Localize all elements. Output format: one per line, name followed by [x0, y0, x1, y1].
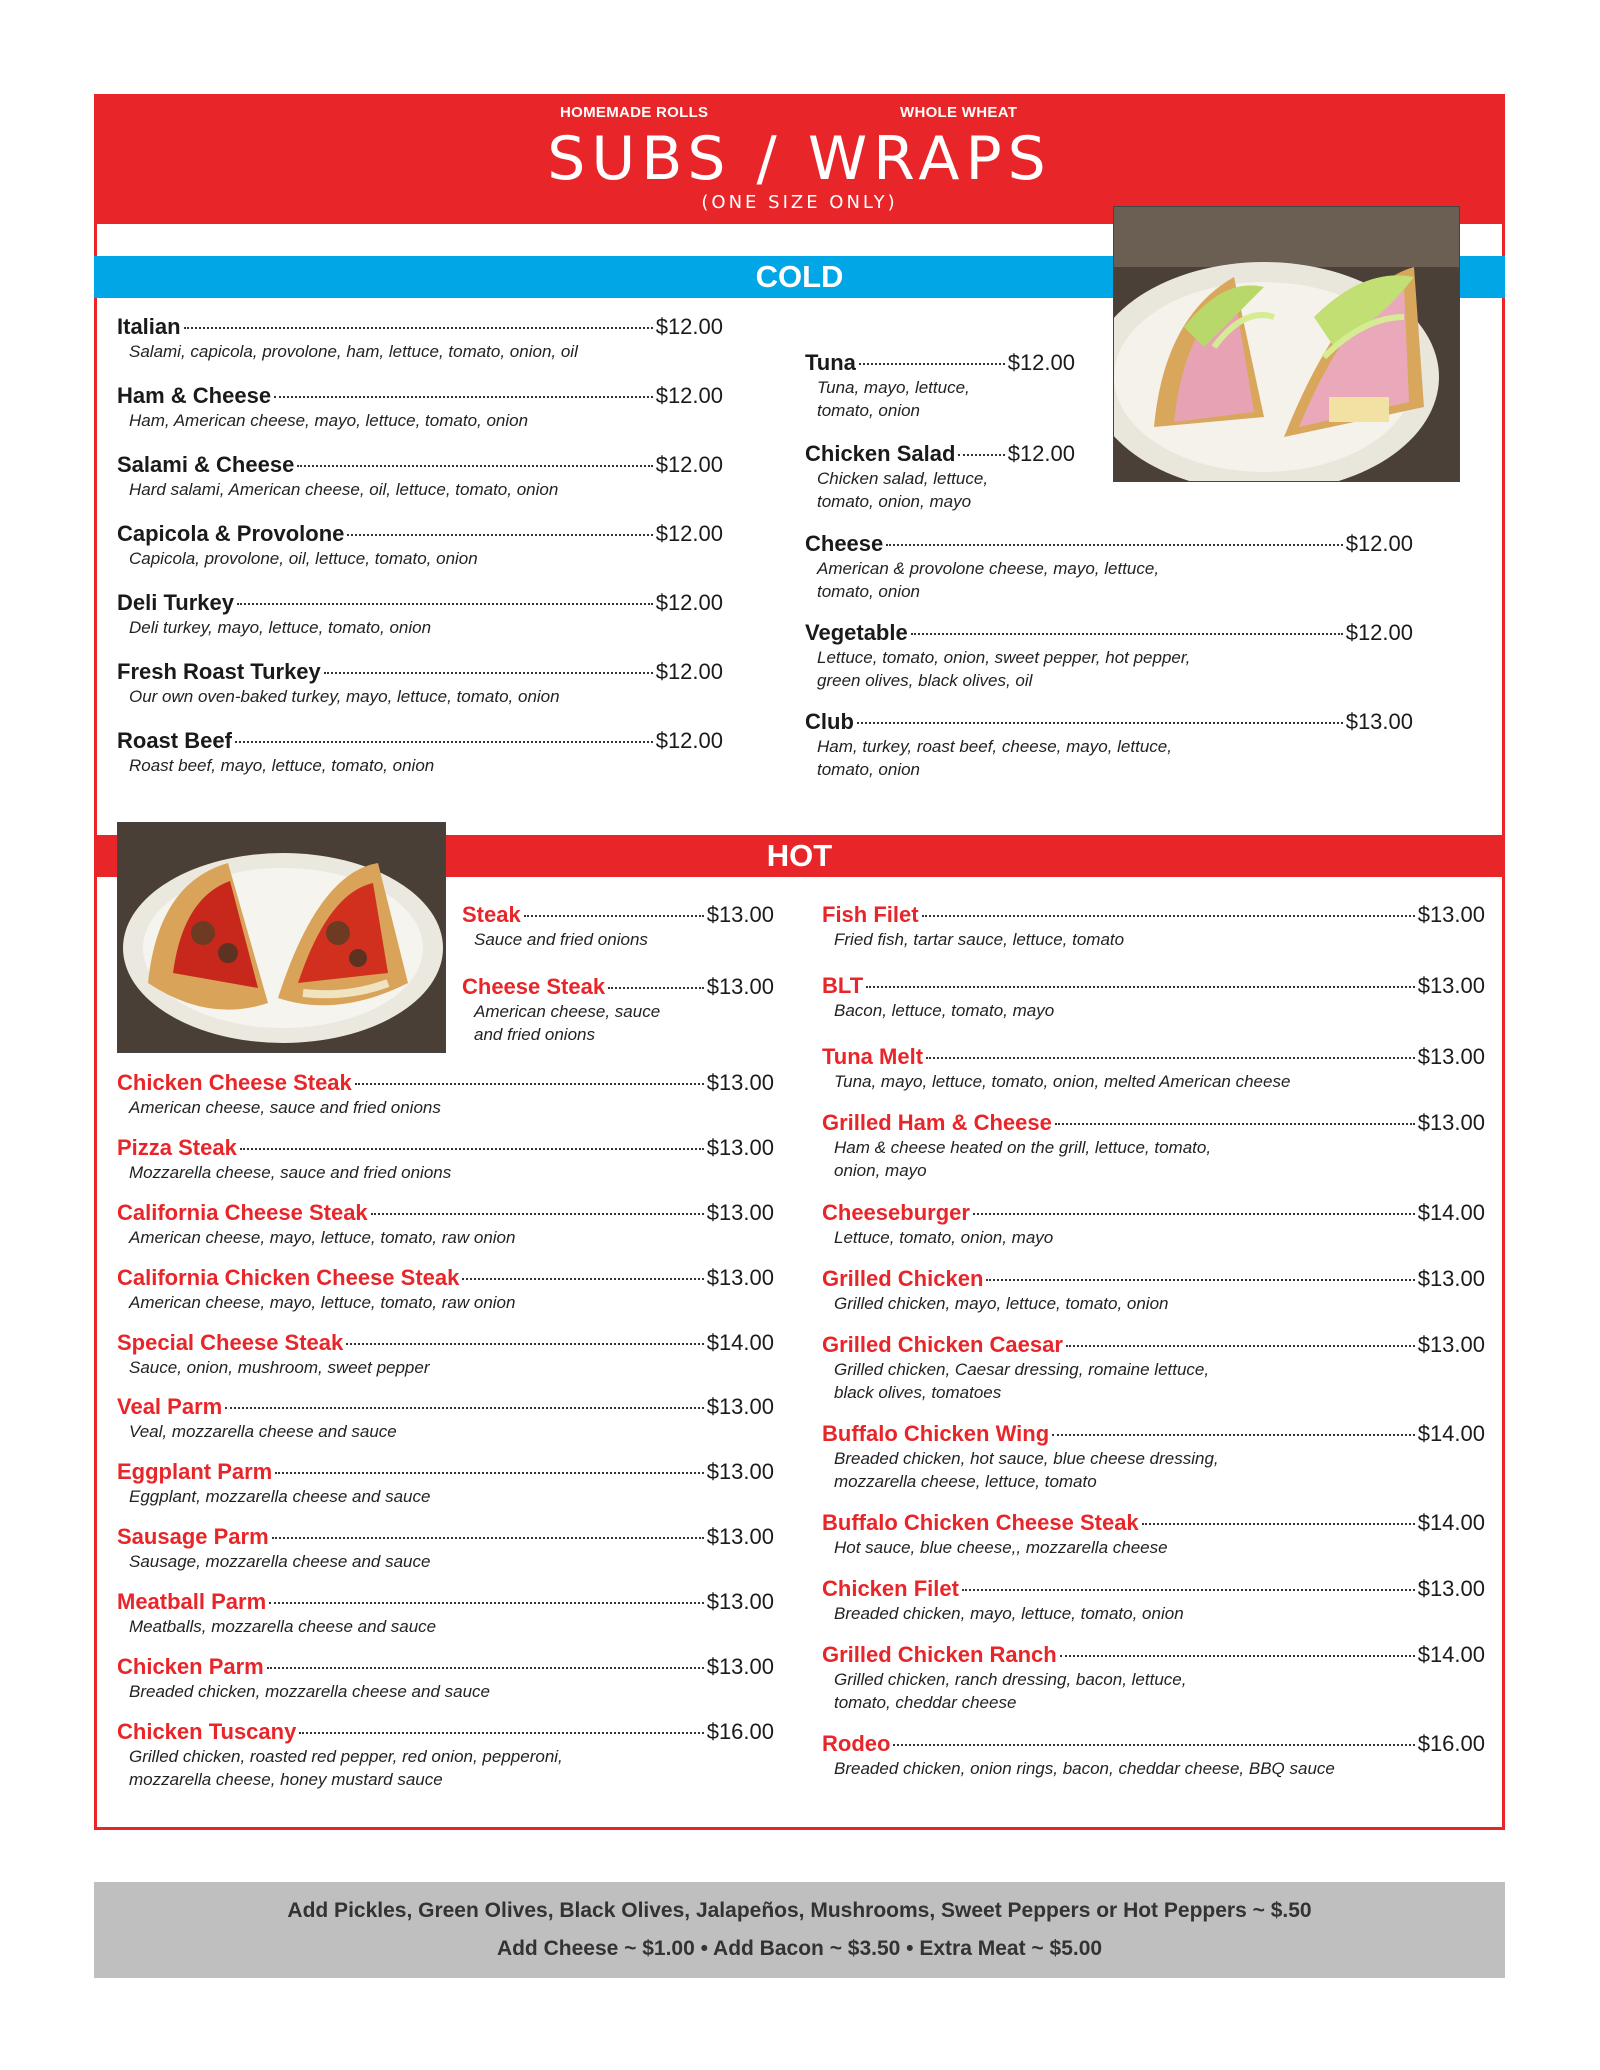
- menu-item-vegetable: [805, 620, 1413, 692]
- leader-dots: [297, 465, 652, 467]
- item-name: Cheese Steak: [462, 974, 606, 999]
- menu-item-row: [822, 1731, 1485, 1757]
- item-price: $13.00: [706, 974, 774, 999]
- menu-item-capicola-and-provolone: [117, 521, 723, 570]
- item-description: tomato, onion, mayo: [817, 492, 972, 511]
- cold-sub-photo: [1113, 206, 1460, 482]
- item-description: mozzarella cheese, lettuce, tomato: [834, 1472, 1097, 1491]
- leader-dots: [1142, 1523, 1415, 1525]
- menu-item-meatball-parm: [117, 1589, 774, 1638]
- menu-item-row: [117, 314, 723, 340]
- item-description: American cheese, sauce and fried onions: [129, 1098, 441, 1117]
- item-description: Our own oven-baked turkey, mayo, lettuce, tomato, onion: [129, 687, 560, 706]
- item-description: American cheese, mayo, lettuce, tomato, raw onion: [129, 1228, 516, 1247]
- menu-item-deli-turkey: [117, 590, 723, 639]
- item-price: $13.00: [706, 1459, 774, 1484]
- item-price: $13.00: [1417, 902, 1485, 927]
- item-price: $13.00: [706, 1200, 774, 1225]
- item-description: Grilled chicken, mayo, lettuce, tomato, onion: [834, 1294, 1169, 1313]
- menu-item-row: [805, 620, 1413, 646]
- menu-item-row: [822, 1044, 1485, 1070]
- item-description: Lettuce, tomato, onion, sweet pepper, hot pepper,: [817, 648, 1191, 667]
- item-description: Ham & cheese heated on the grill, lettuce, tomato,: [834, 1138, 1212, 1157]
- leader-dots: [267, 1667, 704, 1669]
- menu-item-salami-and-cheese: [117, 452, 723, 501]
- menu-item-row: [822, 902, 1485, 928]
- item-description: and fried onions: [474, 1025, 595, 1044]
- menu-item-row: [117, 1524, 774, 1550]
- item-price: $12.00: [655, 383, 723, 408]
- item-description: Sausage, mozzarella cheese and sauce: [129, 1552, 431, 1571]
- leader-dots: [274, 396, 653, 398]
- item-price: $13.00: [1417, 1110, 1485, 1135]
- item-price: $13.00: [706, 1589, 774, 1614]
- item-description: Breaded chicken, mayo, lettuce, tomato, onion: [834, 1604, 1184, 1623]
- item-name: Sausage Parm: [117, 1524, 269, 1549]
- item-name: Buffalo Chicken Wing: [822, 1421, 1050, 1446]
- menu-item-pizza-steak: [117, 1135, 774, 1184]
- item-price: $14.00: [1417, 1510, 1485, 1535]
- menu-item-row: [822, 1642, 1485, 1668]
- menu-item-fresh-roast-turkey: [117, 659, 723, 708]
- item-name: Chicken Salad: [805, 441, 956, 466]
- leader-dots: [886, 544, 1342, 546]
- item-name: Pizza Steak: [117, 1135, 237, 1160]
- menu-item-special-cheese-steak: [117, 1330, 774, 1379]
- item-name: Grilled Ham & Cheese: [822, 1110, 1052, 1135]
- leader-dots: [235, 741, 653, 743]
- leader-dots: [926, 1057, 1415, 1059]
- item-name: Tuna Melt: [822, 1044, 924, 1069]
- menu-item-roast-beef: [117, 728, 723, 777]
- menu-item-ham-and-cheese: [117, 383, 723, 432]
- menu-item-california-cheese-steak: [117, 1200, 774, 1249]
- item-name: Veal Parm: [117, 1394, 223, 1419]
- item-price: $14.00: [1417, 1642, 1485, 1667]
- item-name: Italian: [117, 314, 181, 339]
- item-price: $14.00: [706, 1330, 774, 1355]
- leader-dots: [986, 1279, 1414, 1281]
- add-ons-footer: [94, 1882, 1505, 1978]
- menu-item-row: [117, 1070, 774, 1096]
- leader-dots: [866, 986, 1415, 988]
- item-description: Eggplant, mozzarella cheese and sauce: [129, 1487, 431, 1506]
- leader-dots: [237, 603, 653, 605]
- item-name: Fresh Roast Turkey: [117, 659, 321, 684]
- item-description: Capicola, provolone, oil, lettuce, tomato, onion: [129, 549, 478, 568]
- menu-item-sausage-parm: [117, 1524, 774, 1573]
- menu-item-tuna-melt: [822, 1044, 1485, 1093]
- item-name: Steak: [462, 902, 521, 927]
- menu-item-club: [805, 709, 1413, 781]
- item-description: Roast beef, mayo, lettuce, tomato, onion: [129, 756, 435, 775]
- leader-dots: [240, 1148, 704, 1150]
- cold-section-label: COLD: [755, 259, 844, 294]
- item-price: $13.00: [706, 1070, 774, 1095]
- menu-item-tuna: [805, 350, 1075, 422]
- leader-dots: [355, 1083, 704, 1085]
- item-price: $12.00: [1007, 350, 1075, 375]
- item-description: Sauce, onion, mushroom, sweet pepper: [129, 1358, 430, 1377]
- item-description: green olives, black olives, oil: [817, 671, 1033, 690]
- whole-wheat-tag: WHOLE WHEAT: [900, 104, 1018, 121]
- item-price: $12.00: [1345, 620, 1413, 645]
- item-name: Buffalo Chicken Cheese Steak: [822, 1510, 1139, 1535]
- menu-item-row: [117, 659, 723, 685]
- item-name: Cheese: [805, 531, 884, 556]
- item-price: $13.00: [1417, 1044, 1485, 1069]
- menu-item-eggplant-parm: [117, 1459, 774, 1508]
- item-description: Deli turkey, mayo, lettuce, tomato, onion: [129, 618, 432, 637]
- item-description: tomato, onion: [817, 401, 921, 420]
- menu-item-row: [805, 531, 1413, 557]
- item-name: Vegetable: [805, 620, 908, 645]
- item-price: $12.00: [655, 452, 723, 477]
- menu-item-row: [117, 1135, 774, 1161]
- item-name: Grilled Chicken Ranch: [822, 1642, 1057, 1667]
- item-name: Grilled Chicken Caesar: [822, 1332, 1063, 1357]
- leader-dots: [275, 1472, 703, 1474]
- item-description: Bacon, lettuce, tomato, mayo: [834, 1001, 1055, 1020]
- item-price: $13.00: [706, 1654, 774, 1679]
- leader-dots: [524, 915, 704, 917]
- item-price: $12.00: [655, 728, 723, 753]
- leader-dots: [1066, 1345, 1415, 1347]
- item-price: $13.00: [706, 1265, 774, 1290]
- item-description: Lettuce, tomato, onion, mayo: [834, 1228, 1054, 1247]
- leader-dots: [324, 672, 653, 674]
- menu-item-row: [117, 521, 723, 547]
- leader-dots: [346, 1343, 703, 1345]
- leader-dots: [347, 534, 652, 536]
- menu-item-steak: [462, 902, 774, 951]
- item-description: black olives, tomatoes: [834, 1383, 1002, 1402]
- menu-item-chicken-parm: [117, 1654, 774, 1703]
- leader-dots: [184, 327, 653, 329]
- menu-item-row: [117, 728, 723, 754]
- item-name: Tuna: [805, 350, 856, 375]
- menu-item-row: [822, 1110, 1485, 1136]
- item-description: mozzarella cheese, honey mustard sauce: [129, 1770, 443, 1789]
- item-name: Salami & Cheese: [117, 452, 295, 477]
- leader-dots: [269, 1602, 704, 1604]
- item-price: $13.00: [1417, 1332, 1485, 1357]
- menu-item-row: [117, 383, 723, 409]
- item-name: Club: [805, 709, 854, 734]
- item-description: Breaded chicken, onion rings, bacon, cheddar cheese, BBQ sauce: [834, 1759, 1335, 1778]
- item-description: Breaded chicken, mozzarella cheese and sauce: [129, 1682, 490, 1701]
- item-description: onion, mayo: [834, 1161, 927, 1180]
- item-name: Cheeseburger: [822, 1200, 970, 1225]
- item-description: Meatballs, mozzarella cheese and sauce: [129, 1617, 437, 1636]
- leader-dots: [299, 1732, 703, 1734]
- leader-dots: [1052, 1434, 1415, 1436]
- item-price: $13.00: [1417, 1576, 1485, 1601]
- item-price: $13.00: [706, 1135, 774, 1160]
- menu-item-chicken-filet: [822, 1576, 1485, 1625]
- add-ons-line-1: Add Pickles, Green Olives, Black Olives, Jalapeños, Mushrooms, Sweet Peppers or Hot Peppers ~ $.50: [287, 1899, 1312, 1922]
- item-description: American cheese, sauce: [474, 1002, 661, 1021]
- leader-dots: [962, 1589, 1415, 1591]
- item-price: $12.00: [655, 659, 723, 684]
- leader-dots: [893, 1744, 1414, 1746]
- page-subtitle: (ONE SIZE ONLY): [701, 192, 898, 213]
- menu-item-row: [822, 1332, 1485, 1358]
- leader-dots: [462, 1278, 703, 1280]
- menu-item-row: [117, 1589, 774, 1615]
- menu-item-veal-parm: [117, 1394, 774, 1443]
- page-title: SUBS / WRAPS: [547, 124, 1052, 194]
- menu-item-buffalo-chicken-wing: [822, 1421, 1485, 1493]
- item-price: $12.00: [655, 590, 723, 615]
- item-description: Ham, American cheese, mayo, lettuce, tomato, onion: [129, 411, 529, 430]
- menu-item-row: [117, 1200, 774, 1226]
- menu-item-row: [117, 1654, 774, 1680]
- leader-dots: [922, 915, 1415, 917]
- menu-item-row: [822, 1510, 1485, 1536]
- menu-item-grilled-chicken-ranch: [822, 1642, 1485, 1714]
- item-description: Veal, mozzarella cheese and sauce: [129, 1422, 397, 1441]
- menu-item-row: [822, 1421, 1485, 1447]
- menu-item-california-chicken-cheese-steak: [117, 1265, 774, 1314]
- item-description: Hot sauce, blue cheese,, mozzarella cheese: [834, 1538, 1168, 1557]
- menu-item-chicken-cheese-steak: [117, 1070, 774, 1119]
- item-name: Chicken Filet: [822, 1576, 959, 1601]
- item-name: Roast Beef: [117, 728, 232, 753]
- leader-dots: [1055, 1123, 1415, 1125]
- menu-item-rodeo: [822, 1731, 1485, 1780]
- item-price: $13.00: [1345, 709, 1413, 734]
- item-price: $12.00: [655, 314, 723, 339]
- menu-item-grilled-chicken-caesar: [822, 1332, 1485, 1404]
- menu-item-row: [822, 1200, 1485, 1226]
- menu-item-cheeseburger: [822, 1200, 1485, 1249]
- item-name: Chicken Parm: [117, 1654, 264, 1679]
- menu-item-row: [805, 350, 1075, 376]
- menu-item-row: [117, 452, 723, 478]
- item-name: Capicola & Provolone: [117, 521, 345, 546]
- item-price: $16.00: [706, 1719, 774, 1744]
- menu-item-chicken-tuscany: [117, 1719, 774, 1791]
- item-description: tomato, cheddar cheese: [834, 1693, 1017, 1712]
- leader-dots: [608, 987, 704, 989]
- item-description: American cheese, mayo, lettuce, tomato, raw onion: [129, 1293, 516, 1312]
- leader-dots: [857, 722, 1343, 724]
- item-description: tomato, onion: [817, 582, 921, 601]
- item-price: $16.00: [1417, 1731, 1485, 1756]
- item-name: Chicken Cheese Steak: [117, 1070, 352, 1095]
- homemade-rolls-tag: HOMEMADE ROLLS: [560, 104, 709, 121]
- item-name: Eggplant Parm: [117, 1459, 273, 1484]
- menu-item-grilled-ham-and-cheese: [822, 1110, 1485, 1182]
- menu-item-row: [822, 1266, 1485, 1292]
- item-price: $13.00: [706, 902, 774, 927]
- menu-item-chicken-salad: [805, 441, 1075, 513]
- menu-item-row: [117, 1394, 774, 1420]
- menu-item-fish-filet: [822, 902, 1485, 951]
- item-name: Deli Turkey: [117, 590, 234, 615]
- item-name: Ham & Cheese: [117, 383, 272, 408]
- item-price: $14.00: [1417, 1421, 1485, 1446]
- item-description: Mozzarella cheese, sauce and fried onions: [129, 1163, 452, 1182]
- item-description: Grilled chicken, roasted red pepper, red onion, pepperoni,: [129, 1747, 563, 1766]
- menu-item-buffalo-chicken-cheese-steak: [822, 1510, 1485, 1559]
- item-description: Grilled chicken, ranch dressing, bacon, lettuce,: [834, 1670, 1187, 1689]
- item-description: Grilled chicken, Caesar dressing, romaine lettuce,: [834, 1360, 1210, 1379]
- item-price: $14.00: [1417, 1200, 1485, 1225]
- hot-section-label: HOT: [766, 838, 833, 873]
- item-price: $13.00: [706, 1524, 774, 1549]
- leader-dots: [911, 633, 1343, 635]
- menu-item-row: [822, 973, 1485, 999]
- leader-dots: [225, 1407, 704, 1409]
- menu-item-row: [462, 974, 774, 1000]
- item-price: $13.00: [1417, 973, 1485, 998]
- leader-dots: [272, 1537, 704, 1539]
- menu-item-grilled-chicken: [822, 1266, 1485, 1315]
- menu-item-cheese-steak: [462, 974, 774, 1046]
- item-description: Ham, turkey, roast beef, cheese, mayo, lettuce,: [817, 737, 1172, 756]
- item-name: California Cheese Steak: [117, 1200, 368, 1225]
- menu-item-row: [462, 902, 774, 928]
- leader-dots: [973, 1213, 1415, 1215]
- menu-item-row: [117, 1265, 774, 1291]
- item-name: Meatball Parm: [117, 1589, 267, 1614]
- menu-item-italian: [117, 314, 723, 363]
- item-price: $13.00: [1417, 1266, 1485, 1291]
- item-price: $13.00: [706, 1394, 774, 1419]
- item-description: Salami, capicola, provolone, ham, lettuce, tomato, onion, oil: [129, 342, 578, 361]
- menu-item-blt: [822, 973, 1485, 1022]
- item-description: tomato, onion: [817, 760, 921, 779]
- leader-dots: [1060, 1655, 1415, 1657]
- item-price: $12.00: [655, 521, 723, 546]
- menu-item-row: [805, 709, 1413, 735]
- item-name: Fish Filet: [822, 902, 919, 927]
- item-description: Tuna, mayo, lettuce,: [817, 378, 970, 397]
- item-description: Sauce and fried onions: [474, 930, 648, 949]
- hot-sub-photo: [117, 822, 446, 1053]
- item-description: American & provolone cheese, mayo, lettuce,: [817, 559, 1160, 578]
- item-name: Chicken Tuscany: [117, 1719, 297, 1744]
- menu-item-cheese: [805, 531, 1413, 603]
- item-price: $12.00: [1345, 531, 1413, 556]
- item-name: Rodeo: [822, 1731, 891, 1756]
- add-ons-line-2: Add Cheese ~ $1.00 • Add Bacon ~ $3.50 • Extra Meat ~ $5.00: [496, 1937, 1103, 1960]
- item-name: Grilled Chicken: [822, 1266, 984, 1291]
- leader-dots: [859, 363, 1005, 365]
- item-name: California Chicken Cheese Steak: [117, 1265, 460, 1290]
- menu-item-row: [117, 1719, 774, 1745]
- leader-dots: [958, 454, 1004, 456]
- item-description: Breaded chicken, hot sauce, blue cheese dressing,: [834, 1449, 1219, 1468]
- item-description: Tuna, mayo, lettuce, tomato, onion, melted American cheese: [834, 1072, 1291, 1091]
- menu-item-row: [117, 590, 723, 616]
- item-name: Special Cheese Steak: [117, 1330, 344, 1355]
- menu-item-row: [822, 1576, 1485, 1602]
- menu-item-row: [805, 441, 1075, 467]
- item-description: Fried fish, tartar sauce, lettuce, tomato: [834, 930, 1125, 949]
- item-description: Hard salami, American cheese, oil, lettuce, tomato, onion: [129, 480, 559, 499]
- item-description: Chicken salad, lettuce,: [817, 469, 989, 488]
- leader-dots: [371, 1213, 704, 1215]
- menu-item-row: [117, 1459, 774, 1485]
- menu-item-row: [117, 1330, 774, 1356]
- item-name: BLT: [822, 973, 864, 998]
- item-price: $12.00: [1007, 441, 1075, 466]
